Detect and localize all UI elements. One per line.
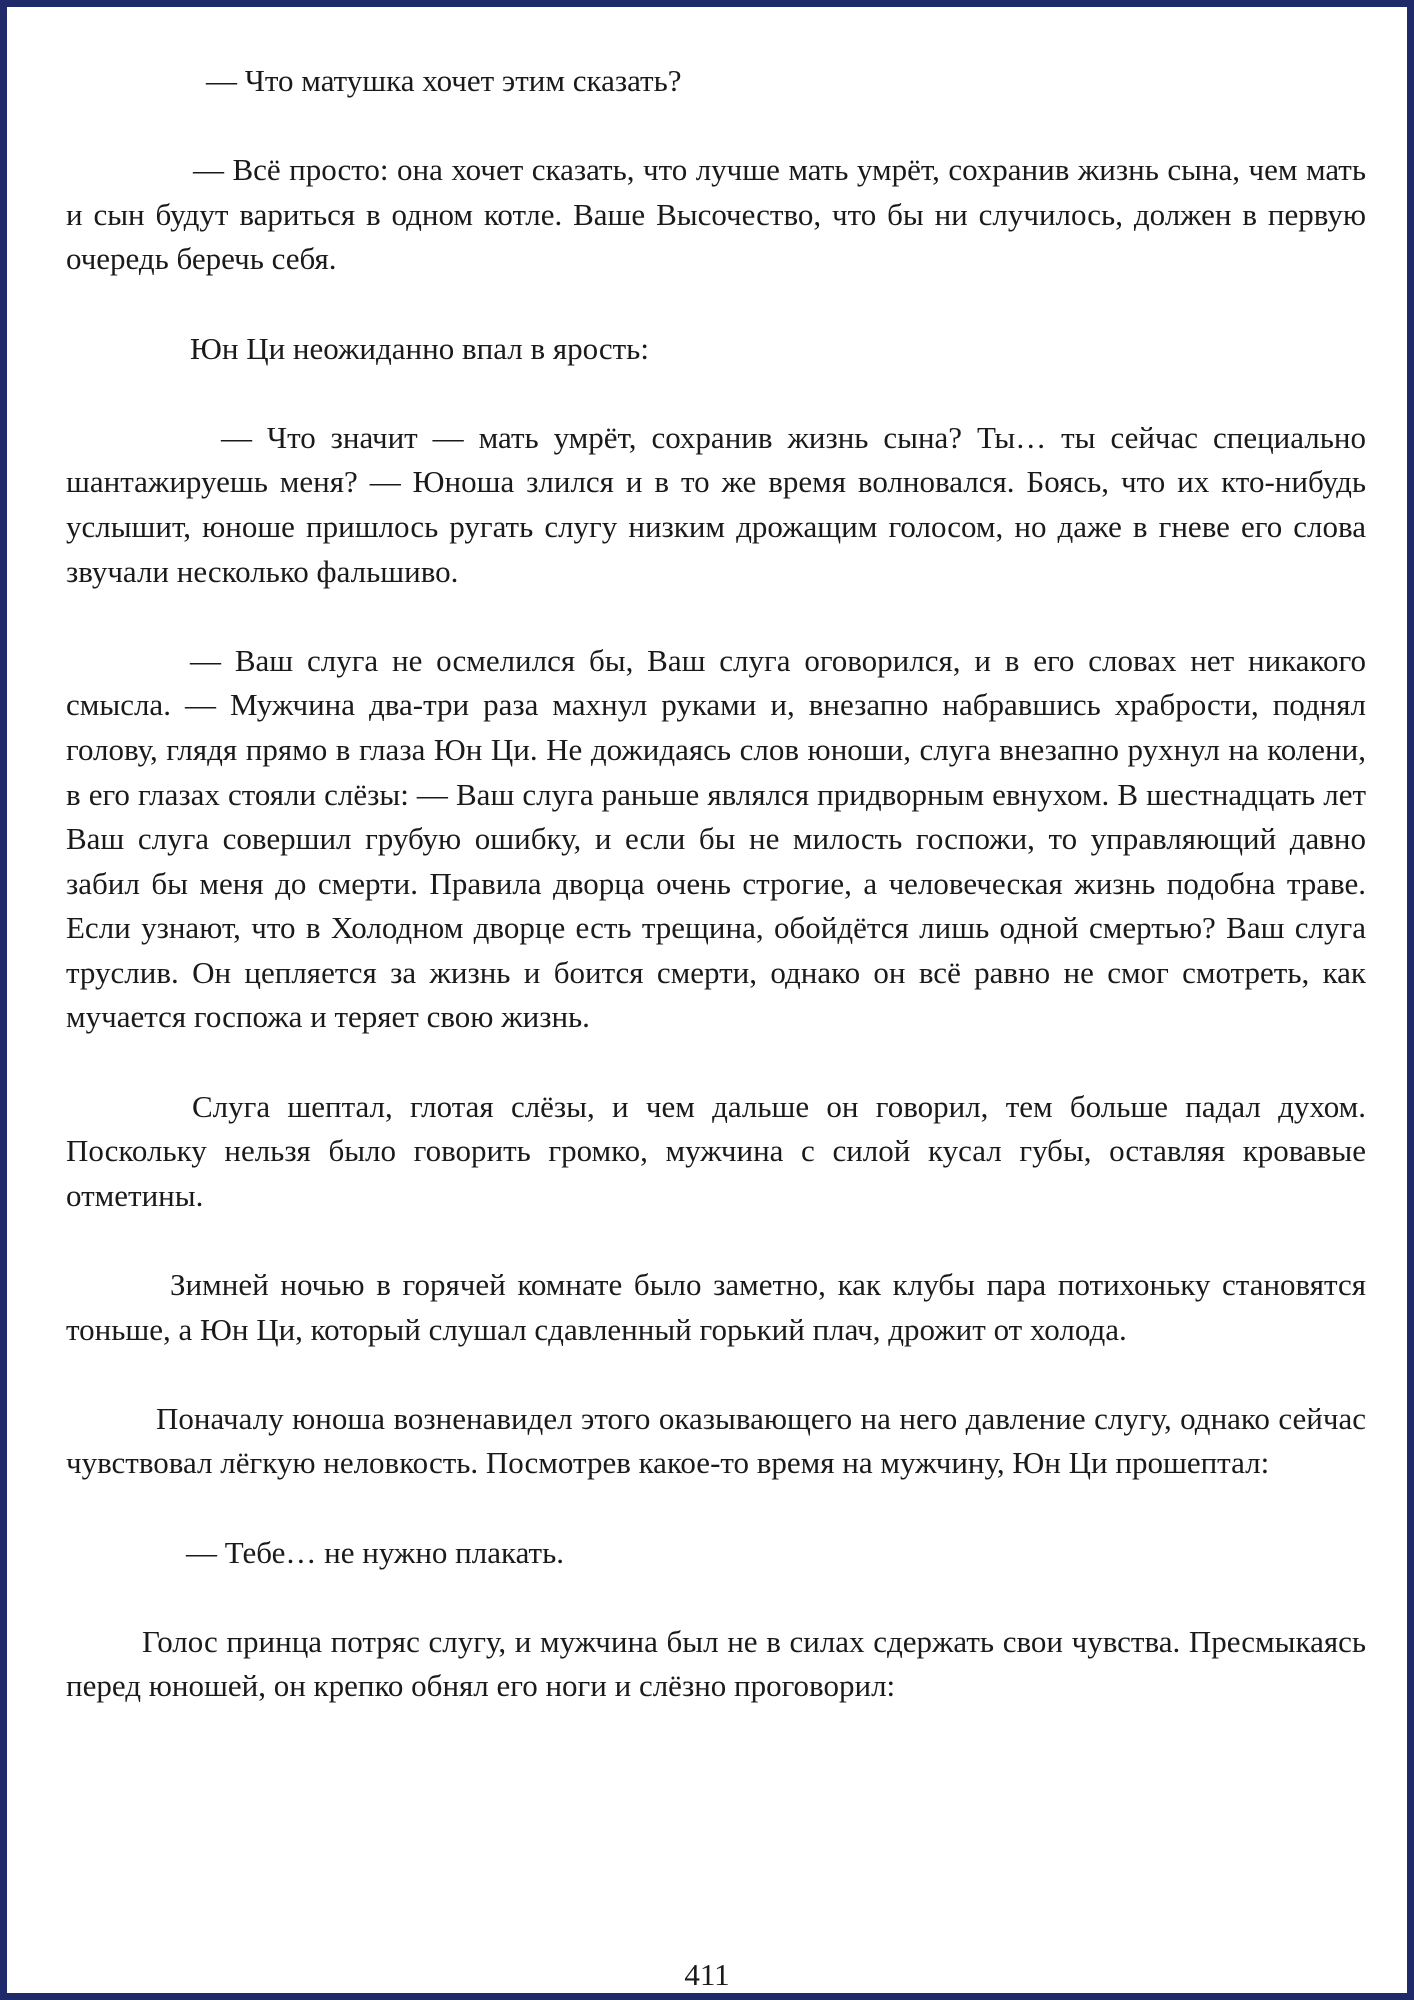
page-body [66,59,1366,1754]
paragraph: — Ваш слуга не осмелился бы, Ваш слуга оговорился, и в его словах нет никакого смысла. — Мужчина два-три раза махнул руками и, внезапно набравшись храбрости, поднял голову, глядя прямо в глаза Юн Ци. Не дожидаясь слов юноши, слуга внезапно рухнул на колени, в его глазах стояли слёзы: — Ваш слуга раньше являлся придворным евнухом. В шестнадцать лет Ваш слуга совершил грубую ошибку, и если бы не милость госпожи, то управляющий давно забил бы меня до смерти. Правила дворца очень строгие, а человеческая жизнь подобна траве. Если узнают, что в Холодном дворце есть трещина, обойдётся лишь одной смертью? Ваш слуга труслив. Он цепляется за жизнь и боится смерти, однако он всё равно не смог смотреть, как мучается госпожа и теряет свою жизнь. [66,642,1366,1035]
paragraph: — Что значит — мать умрёт, сохранив жизнь сына? Ты… ты сейчас специально шантажируешь меня? — Юноша злился и в то же время волновался. Боясь, что их кто-нибудь услышит, юноше пришлось ругать слугу низким дрожащим голосом, но даже в гневе его слова звучали несколько фальшиво. [66,419,1366,589]
paragraph: Поначалу юноша возненавидел этого оказывающего на него давление слугу, однако сейчас чувствовал лёгкую неловкость. Посмотрев какое-то время на мужчину, Юн Ци прошептал: [66,1400,1366,1481]
paragraph: Зимней ночью в горячей комнате было заметно, как клубы пара потихоньку становятся тоньше, а Юн Ци, который слушал сдавленный горький плач, дрожит от холода. [66,1267,1366,1347]
paragraph: Голос принца потряс слугу, и мужчина был не в силах сдержать свои чувства. Пресмыкаясь перед юношей, он крепко обнял его ноги и слёзно проговорил: [66,1623,1366,1704]
paragraph: — Что матушка хочет этим сказать? [206,63,682,98]
paragraph: — Тебе… не нужно плакать. [186,1534,564,1570]
paragraph: Слуга шептал, глотая слёзы, и чем дальше он говорил, тем больше падал духом. Поскольку нельзя было говорить громко, мужчина с силой кусал губы, оставляя кровавые отметины. [66,1088,1366,1213]
page-number: 411 [684,1957,730,1992]
paragraph: Юн Ци неожиданно впал в ярость: [190,330,649,366]
paragraph: — Всё просто: она хочет сказать, что лучше мать умрёт, сохранив жизнь сына, чем мать и сын будут вариться в одном котле. Ваше Высочество, что бы ни случилось, должен в первую очередь беречь себя. [66,152,1366,277]
